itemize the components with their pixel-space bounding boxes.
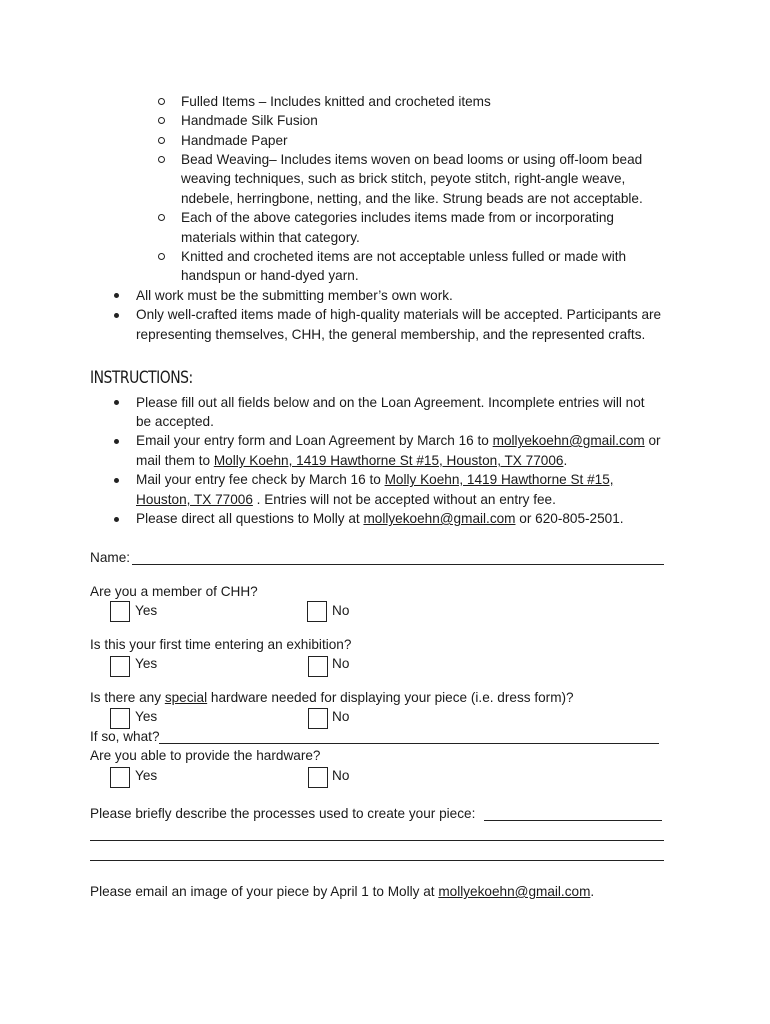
instruction-text: or 620-805-2501. xyxy=(515,511,624,526)
name-label: Name: xyxy=(90,550,131,565)
email-link[interactable]: mollyekoehn@gmail.com xyxy=(492,433,645,448)
email-link[interactable]: mollyekoehn@gmail.com xyxy=(438,884,591,899)
rule-item-cont: representing themselves, CHH, the general membership, and the represented crafts. xyxy=(136,327,646,342)
question-text: Is there any xyxy=(90,690,165,705)
describe-field-line-2[interactable] xyxy=(90,840,664,841)
question-hardware xyxy=(90,688,574,708)
circle-bullet-icon xyxy=(158,214,165,221)
if-so-label: If so, what? xyxy=(90,729,160,744)
name-field[interactable] xyxy=(132,564,664,565)
address-link[interactable]: Molly Koehn, 1419 Hawthorne St #15, Houston, TX 77006 xyxy=(213,453,564,468)
sub-item: Each of the above categories includes items made from or incorporating xyxy=(181,210,614,225)
instruction-item xyxy=(136,470,614,490)
sub-item: Knitted and crocheted items are not acceptable unless fulled or made with xyxy=(181,249,627,264)
bullet-icon xyxy=(114,400,119,405)
instruction-item-cont xyxy=(136,490,556,510)
bullet-icon xyxy=(114,517,119,522)
member-yes-checkbox[interactable] xyxy=(110,601,130,622)
circle-bullet-icon xyxy=(158,156,165,163)
sub-item: Handmade Paper xyxy=(181,133,288,148)
yes-label: Yes xyxy=(135,709,158,724)
rule-item: Only well-crafted items made of high-quality materials will be accepted. Participants are xyxy=(136,307,662,322)
question-text: hardware needed for displaying your piece (i.e. dress form)? xyxy=(207,690,574,705)
sub-item: Fulled Items – Includes knitted and crocheted items xyxy=(181,94,491,109)
instruction-item: Please fill out all fields below and on the Loan Agreement. Incomplete entries will not xyxy=(136,395,645,410)
circle-bullet-icon xyxy=(158,253,165,260)
provide-yes-checkbox[interactable] xyxy=(110,767,130,788)
instructions-heading: INSTRUCTIONS: xyxy=(90,368,193,388)
bullet-icon xyxy=(114,293,119,298)
image-instruction xyxy=(90,882,594,902)
instruction-item xyxy=(136,509,624,529)
yes-label: Yes xyxy=(135,768,158,783)
instruction-text: . Entries will not be accepted without an entry fee. xyxy=(252,492,556,507)
instruction-text: Please email an image of your piece by April 1 to Molly at xyxy=(90,884,439,899)
sub-item-cont: ndebele, herringbone, netting, and the like. Strung beads are not acceptable. xyxy=(181,191,643,206)
rule-item: All work must be the submitting member’s own work. xyxy=(136,288,453,303)
no-label: No xyxy=(332,768,350,783)
instruction-text: Mail your entry fee check by March 16 to xyxy=(136,472,385,487)
circle-bullet-icon xyxy=(158,137,165,144)
member-no-checkbox[interactable] xyxy=(307,601,327,622)
instruction-text: Please direct all questions to Molly at xyxy=(136,511,364,526)
sub-item: Handmade Silk Fusion xyxy=(181,113,318,128)
no-label: No xyxy=(332,656,350,671)
question-provide: Are you able to provide the hardware? xyxy=(90,748,321,763)
describe-label: Please briefly describe the processes used to create your piece: xyxy=(90,806,476,821)
yes-label: Yes xyxy=(135,603,158,618)
sub-item: Bead Weaving– Includes items woven on bead looms or using off-loom bead xyxy=(181,152,643,167)
provide-no-checkbox[interactable] xyxy=(308,767,328,788)
instruction-text: or xyxy=(644,433,661,448)
instruction-item-cont xyxy=(136,451,567,471)
email-link[interactable]: mollyekoehn@gmail.com xyxy=(363,511,516,526)
question-first-time: Is this your first time entering an exhibition? xyxy=(90,637,352,652)
instruction-text: Email your entry form and Loan Agreement by March 16 to xyxy=(136,433,493,448)
no-label: No xyxy=(332,603,350,618)
circle-bullet-icon xyxy=(158,117,165,124)
address-link[interactable]: Houston, TX 77006 xyxy=(136,492,253,507)
special-word: special xyxy=(164,690,208,705)
sub-item-cont: materials within that category. xyxy=(181,230,360,245)
bullet-icon xyxy=(114,439,119,444)
bullet-icon xyxy=(114,478,119,483)
first-time-no-checkbox[interactable] xyxy=(308,656,328,677)
yes-label: Yes xyxy=(135,656,158,671)
describe-field-line-1[interactable] xyxy=(484,820,662,821)
bullet-icon xyxy=(114,313,119,318)
instruction-item-cont: be accepted. xyxy=(136,414,214,429)
instruction-item xyxy=(136,431,661,451)
instruction-text: mail them to xyxy=(136,453,214,468)
address-link[interactable]: Molly Koehn, 1419 Hawthorne St #15, xyxy=(384,472,614,487)
sub-item-cont: weaving techniques, such as brick stitch, peyote stitch, right-angle weave, xyxy=(181,171,626,186)
instruction-text: . xyxy=(590,884,595,899)
hardware-yes-checkbox[interactable] xyxy=(110,708,130,729)
question-member: Are you a member of CHH? xyxy=(90,584,258,599)
instruction-text: . xyxy=(563,453,568,468)
circle-bullet-icon xyxy=(158,98,165,105)
describe-field-line-3[interactable] xyxy=(90,860,664,861)
hardware-no-checkbox[interactable] xyxy=(308,708,328,729)
no-label: No xyxy=(332,709,350,724)
first-time-yes-checkbox[interactable] xyxy=(110,656,130,677)
hardware-what-field[interactable] xyxy=(159,743,659,744)
sub-item-cont: handspun or hand-dyed yarn. xyxy=(181,268,359,283)
